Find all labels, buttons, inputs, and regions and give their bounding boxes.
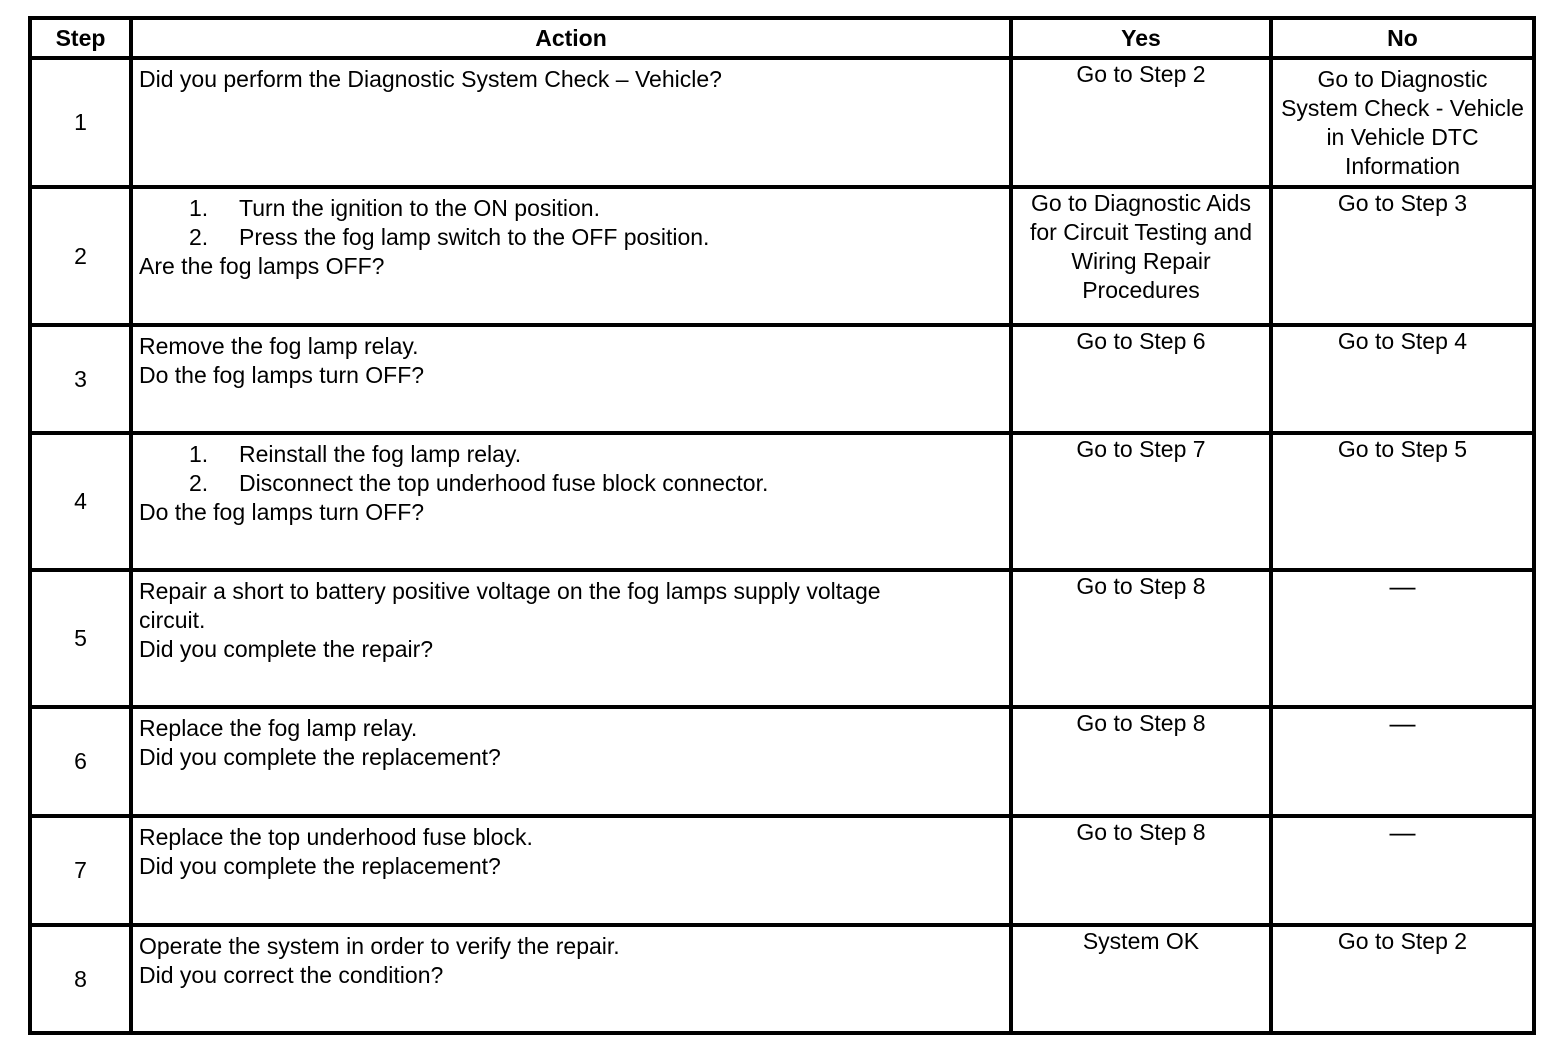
table-row: [30, 325, 1534, 433]
step-number: 4: [30, 433, 131, 570]
action-question: Did you correct the condition?: [139, 962, 444, 988]
yes-cell: [1011, 58, 1271, 187]
no-cell: [1271, 58, 1534, 187]
diagnostic-table: [28, 16, 1536, 1035]
action-text: Repair a short to battery positive voltage on the fog lamps supply voltage circuit.: [139, 578, 881, 633]
header-yes: Yes: [1011, 18, 1271, 58]
action-question: Do the fog lamps turn OFF?: [139, 499, 425, 525]
step-number: 5: [30, 570, 131, 707]
table-row: [30, 925, 1534, 1033]
action-cell: [131, 187, 1011, 325]
yes-text: Go to Step 8: [1076, 710, 1206, 736]
action-text: Operate the system in order to verify the repair.: [139, 933, 620, 959]
action-question: Did you complete the repair?: [139, 636, 434, 662]
no-text: Go to Step 5: [1337, 436, 1468, 462]
substep-number: 1.: [189, 195, 209, 221]
yes-cell: [1011, 187, 1271, 325]
no-text: —: [1389, 708, 1416, 738]
action-question: Did you complete the replacement?: [139, 853, 501, 879]
substep-number: 2.: [189, 470, 209, 496]
yes-text: System OK: [1082, 928, 1200, 954]
action-cell: [131, 816, 1011, 925]
substep-text: Press the fog lamp switch to the OFF position.: [239, 224, 710, 250]
substep-item: [139, 440, 1003, 469]
no-cell: [1271, 707, 1534, 816]
substep-item: [139, 223, 1003, 252]
no-cell: [1271, 325, 1534, 433]
yes-text: Go to Step 7: [1076, 436, 1206, 462]
step-number: 6: [30, 707, 131, 816]
table-row: [30, 433, 1534, 570]
no-text: Go to Step 4: [1337, 328, 1468, 354]
action-cell: [131, 58, 1011, 187]
yes-cell: [1011, 707, 1271, 816]
step-number: 1: [30, 58, 131, 187]
substep-list: [139, 194, 1003, 252]
action-question: Do the fog lamps turn OFF?: [139, 362, 425, 388]
yes-text: Go to Step 8: [1076, 819, 1206, 845]
no-text: Go to Step 3: [1337, 190, 1468, 216]
action-text: Replace the fog lamp relay.: [139, 715, 418, 741]
action-text: Remove the fog lamp relay.: [139, 333, 419, 359]
yes-text: Go to Diagnostic Aids for Circuit Testing and Wiring Repair Procedures: [1029, 190, 1252, 303]
substep-number: 1.: [189, 441, 209, 467]
table-row: [30, 58, 1534, 187]
action-text: Did you perform the Diagnostic System Check – Vehicle?: [139, 66, 722, 92]
action-cell: [131, 325, 1011, 433]
table-row: [30, 570, 1534, 707]
substep-text: Disconnect the top underhood fuse block connector.: [239, 470, 769, 496]
table-row: [30, 707, 1534, 816]
action-cell: [131, 570, 1011, 707]
action-question: Are the fog lamps OFF?: [139, 253, 385, 279]
header-no: No: [1271, 18, 1534, 58]
no-text: —: [1389, 817, 1416, 847]
no-cell: [1271, 433, 1534, 570]
no-cell: [1271, 570, 1534, 707]
table-row: [30, 187, 1534, 325]
step-number: 3: [30, 325, 131, 433]
substep-text: Reinstall the fog lamp relay.: [239, 441, 522, 467]
step-number: 8: [30, 925, 131, 1033]
action-question: Did you complete the replacement?: [139, 744, 501, 770]
substep-text: Turn the ignition to the ON position.: [239, 195, 600, 221]
yes-text: Go to Step 8: [1076, 573, 1206, 599]
action-cell: [131, 925, 1011, 1033]
table-row: [30, 816, 1534, 925]
header-action: Action: [131, 18, 1011, 58]
header-step: Step: [30, 18, 131, 58]
header-row: [30, 18, 1534, 58]
yes-cell: [1011, 925, 1271, 1033]
no-cell: [1271, 816, 1534, 925]
yes-cell: [1011, 570, 1271, 707]
no-text: Go to Diagnostic System Check - Vehicle in Vehicle DTC Information: [1281, 66, 1524, 179]
substep-number: 2.: [189, 224, 209, 250]
yes-text: Go to Step 2: [1076, 61, 1206, 87]
substep-list: [139, 440, 1003, 498]
yes-text: Go to Step 6: [1076, 328, 1206, 354]
yes-cell: [1011, 816, 1271, 925]
no-text: —: [1389, 571, 1416, 601]
no-text: Go to Step 2: [1337, 928, 1468, 954]
action-cell: [131, 707, 1011, 816]
no-cell: [1271, 925, 1534, 1033]
step-number: 7: [30, 816, 131, 925]
substep-item: [139, 469, 1003, 498]
yes-cell: [1011, 433, 1271, 570]
no-cell: [1271, 187, 1534, 325]
action-text: Replace the top underhood fuse block.: [139, 824, 533, 850]
step-number: 2: [30, 187, 131, 325]
yes-cell: [1011, 325, 1271, 433]
action-cell: [131, 433, 1011, 570]
substep-item: [139, 194, 1003, 223]
